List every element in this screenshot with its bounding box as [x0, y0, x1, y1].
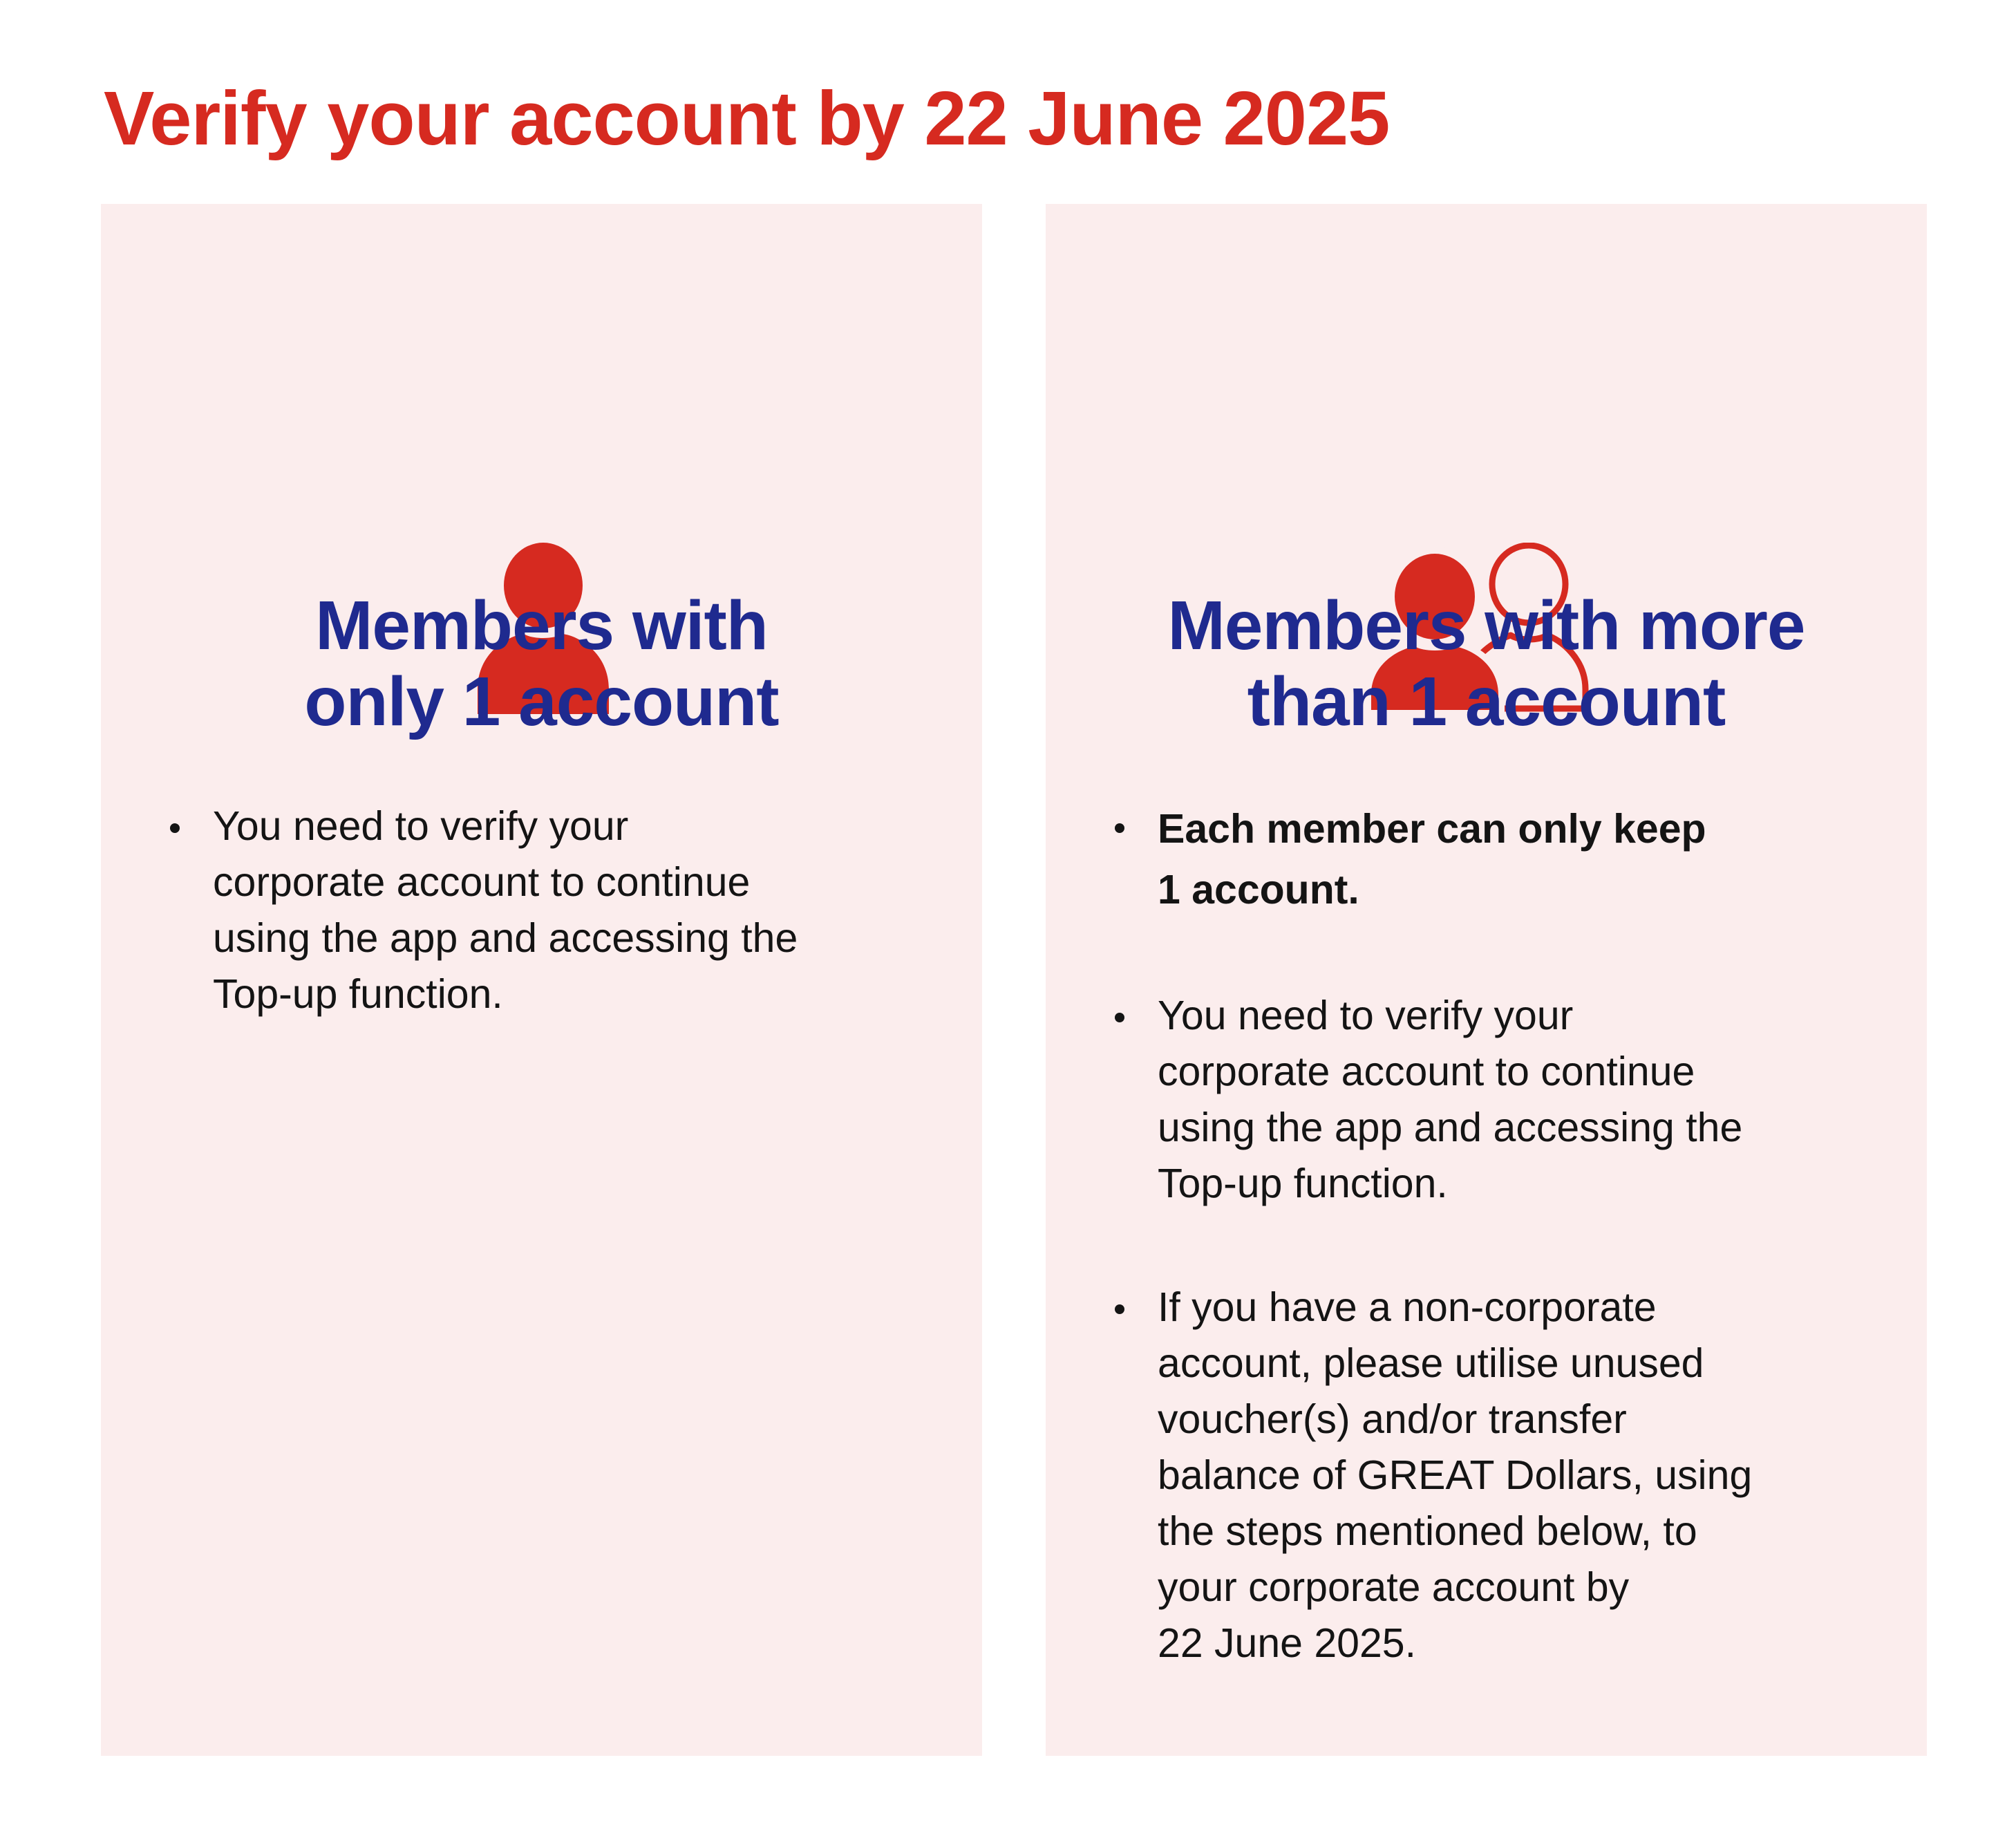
card-heading-line: Members with: [315, 587, 768, 664]
bullet-line: voucher(s) and/or transfer: [1158, 1396, 1627, 1442]
list-item: [1115, 1280, 1865, 1671]
bullet-line: balance of GREAT Dollars, using: [1158, 1452, 1753, 1498]
card-single-account: [101, 204, 982, 1756]
bullet-line: 1 account.: [1158, 867, 1359, 912]
card-heading-line: only 1 account: [304, 663, 779, 740]
bullet-line: the steps mentioned below, to: [1158, 1508, 1697, 1554]
bullet-line: Each member can only keep: [1158, 806, 1706, 852]
list-item: [170, 798, 920, 1022]
bullet-line: using the app and accessing the: [1158, 1105, 1743, 1150]
list-item: [1115, 988, 1865, 1212]
bullet-line: Top-up function.: [213, 971, 503, 1017]
bullet-line: corporate account to continue: [1158, 1049, 1695, 1094]
bullet-list: [170, 798, 920, 1022]
bullet-line: Top-up function.: [1158, 1161, 1448, 1206]
bullet-line: If you have a non-corporate: [1158, 1284, 1657, 1330]
bullet-list: [1115, 798, 1865, 1671]
bullet-line: account, please utilise unused: [1158, 1340, 1704, 1386]
list-item: [1115, 798, 1865, 920]
bullet-line: 22 June 2025.: [1158, 1620, 1416, 1666]
card-heading-line: Members with more: [1167, 587, 1805, 664]
card-heading: [1046, 588, 1927, 740]
bullet-line: using the app and accessing the: [213, 915, 798, 961]
page-title: Verify your account by 22 June 2025: [104, 76, 1390, 161]
bullet-line: You need to verify your: [213, 803, 629, 849]
card-multiple-accounts: [1046, 204, 1927, 1756]
bullet-line: your corporate account by: [1158, 1564, 1630, 1610]
card-heading-line: than 1 account: [1247, 663, 1726, 740]
bullet-line: corporate account to continue: [213, 859, 751, 905]
card-heading: [101, 588, 982, 740]
bullet-line: You need to verify your: [1158, 993, 1574, 1038]
